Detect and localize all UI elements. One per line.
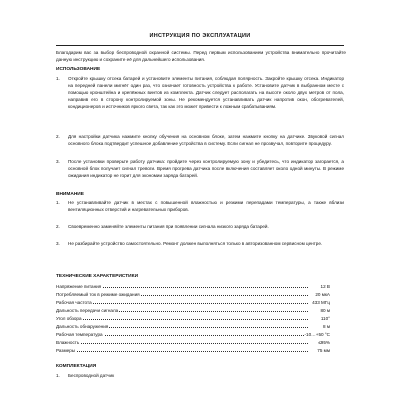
title-divider <box>56 45 344 46</box>
item-text: Беспроводной датчик <box>68 373 115 378</box>
spec-row <box>56 347 330 354</box>
spec-label: Влажность <box>56 340 80 345</box>
item-text: После установки проверьте работу датчика: пройдите через контролируемую зону и убедитесь, что индикатор загорается, а основной блок получает сигнал тревоги. Время прогрева датчика после включения составляет около одной минуты. В режиме ожидания индикатор не горит для экономии заряда батарей. <box>68 159 344 178</box>
usage-item <box>56 133 346 154</box>
spec-heading: ТЕХНИЧЕСКИЕ ХАРАКТЕРИСТИКИ <box>56 274 139 279</box>
spec-row <box>56 291 330 298</box>
package-item <box>56 372 346 379</box>
spec-row <box>56 307 330 314</box>
usage-heading: ИСПОЛЬЗОВАНИЕ <box>56 67 101 72</box>
item-text: Откройте крышку отсека батарей и установите элементы питания, соблюдая полярность. Закройте крышку отсека. Индикатор на передней панели мигнёт один раз, что означает готовность устройства к работе. Установите датчик в выбранном месте с помощью кронштейна и крепёжных винтов из комплекта. Датчик следует располагать на высоте около двух метров от пола, направив его в сторону контролируемой зоны. Не рекомендуется устанавливать датчик напротив окон, обогревателей, кондиционеров и источников яркого света, так как это может привести к ложным срабатываниям. <box>68 76 344 109</box>
spec-value: 8 м <box>323 324 330 329</box>
package-heading: КОМПЛЕКТАЦИЯ <box>56 364 97 369</box>
usage-item <box>56 75 346 131</box>
note-item <box>56 223 346 237</box>
notes-heading: ВНИМАНИЕ <box>56 192 84 197</box>
spec-row <box>56 299 330 306</box>
spec-value: 75 мм <box>317 348 330 353</box>
spec-label: Напряжение питания <box>56 284 102 289</box>
spec-value: 110° <box>320 316 330 321</box>
leader-dots <box>56 351 308 352</box>
spec-label: Размеры <box>56 348 76 353</box>
page-title: ИНСТРУКЦИЯ ПО ЭКСПЛУАТАЦИИ <box>149 33 251 39</box>
item-number: 3. <box>56 241 60 246</box>
usage-item <box>56 158 346 186</box>
spec-row <box>56 331 330 338</box>
spec-value: 12 В <box>320 284 330 289</box>
spec-label: Потребляемый ток в режиме ожидания <box>56 292 140 297</box>
item-number: 2. <box>56 224 60 229</box>
item-text: Для настройки датчика нажмите кнопку обучения на основном блоке, затем нажмите кнопку на датчике. Звуковой сигнал основного блока подтвердит успешное добавление устройства в систему. Если сигнал не прозвучал, повторите процедуру. <box>68 134 344 146</box>
intro-paragraph: Благодарим вас за выбор беспроводной охранной системы. Перед первым использованием устройства внимательно прочитайте данную инструкцию и сохраните её для дальнейшего использования. <box>56 50 346 62</box>
item-number: 1. <box>56 200 60 205</box>
item-number: 1. <box>56 373 60 378</box>
spec-label: Рабочая температура <box>56 332 103 337</box>
item-text: Не разбирайте устройство самостоятельно. Ремонт должен выполняться только в авторизованном сервисном центре. <box>68 241 323 246</box>
note-item <box>56 240 346 254</box>
spec-row <box>56 323 330 330</box>
note-item <box>56 199 346 220</box>
item-number: 3. <box>56 159 60 164</box>
spec-label: Дальность передачи сигнала <box>56 308 119 313</box>
spec-row <box>56 339 330 346</box>
spec-value: 20 мкА <box>315 292 330 297</box>
spec-label: Угол обзора <box>56 316 82 321</box>
item-text: Не устанавливайте датчик в местах с повышенной влажностью и резкими перепадами температуры, а также вблизи вентиляционных отверстий и нагревательных приборов. <box>68 200 344 212</box>
spec-label: Рабочая частота <box>56 300 92 305</box>
item-number: 1. <box>56 76 60 81</box>
spec-row <box>56 283 330 290</box>
spec-row <box>56 315 330 322</box>
spec-value: ≤95% <box>318 340 330 345</box>
item-number: 2. <box>56 134 60 139</box>
spec-value: 433 МГц <box>312 300 330 305</box>
spec-value: 80 м <box>320 308 330 313</box>
item-text: Своевременно заменяйте элементы питания при появлении сигнала низкого заряда батарей. <box>68 224 269 229</box>
spec-value: -10…+50 °С <box>304 332 330 337</box>
leader-dots <box>56 303 308 304</box>
spec-label: Дальность обнаружения <box>56 324 109 329</box>
leader-dots <box>56 343 308 344</box>
leader-dots <box>56 319 308 320</box>
